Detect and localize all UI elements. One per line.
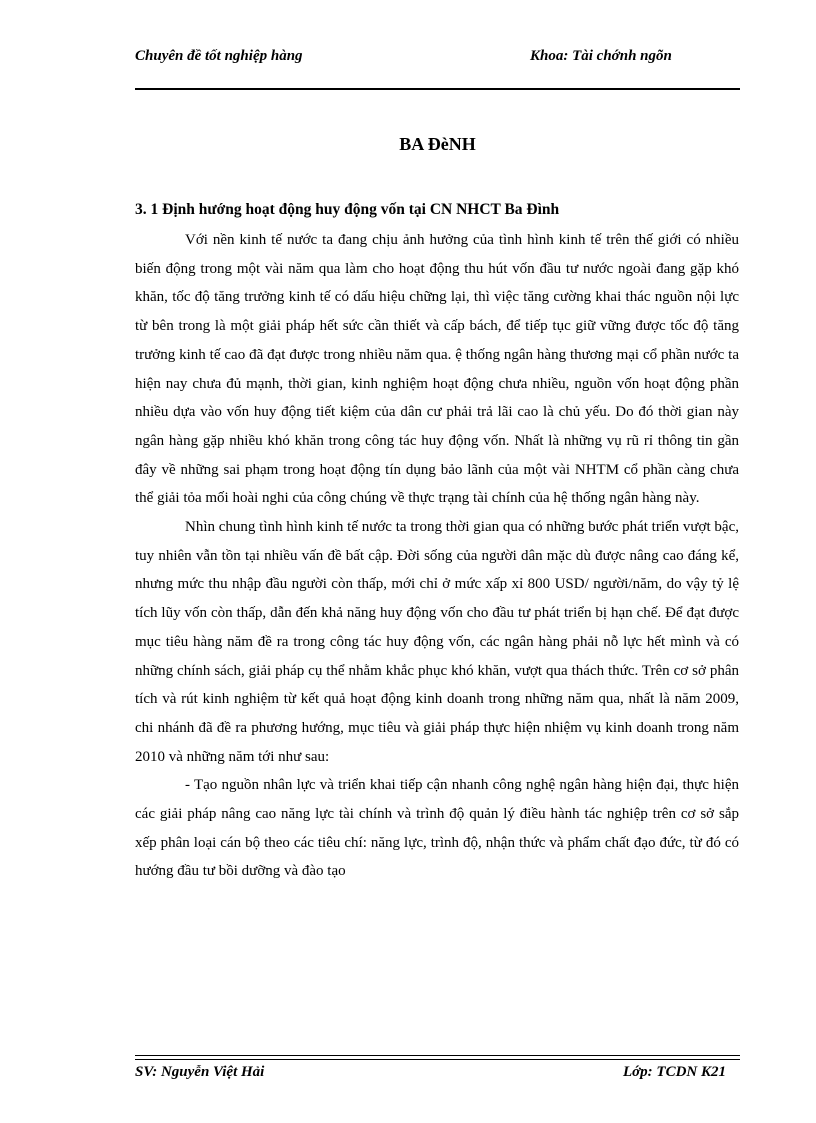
page-title: BA ĐèNH (399, 134, 476, 154)
header-right-text: Khoa: Tài chớnh ngõn (530, 48, 672, 64)
page-header (135, 46, 740, 90)
paragraph-2: Nhìn chung tình hình kinh tế nước ta trong thời gian qua có những bước phát triển vượt bậc, tuy nhiên vẫn tồn tại nhiều vấn đề bất cập. Đời sống của người dân mặc dù được nâng cao đáng kể, nhưng mức thu nhập đầu người còn thấp, mới chỉ ở mức xấp xỉ 800 USD/ người/năm, do vậy tỷ lệ tích lũy vốn còn thấp, dẫn đến khả năng huy động vốn cho đầu tư phát triển bị hạn chế. Để đạt được mục tiêu hàng năm đề ra trong công tác huy động vốn, các ngân hàng phải nỗ lực hết mình và có những chính sách, giải pháp cụ thể nhằm khắc phục khó khăn, vượt qua thách thức. Trên cơ sở phân tích và rút kinh nghiệm từ kết quả hoạt động kinh doanh trong những năm qua, nhất là năm 2009, chi nhánh đã đề ra phương hướng, mục tiêu và giải pháp thực hiện nhiệm vụ kinh doanh trong năm 2010 và những năm tới như sau: (135, 519, 739, 765)
header-left-text: Chuyên đề tốt nghiệp hàng (135, 48, 303, 64)
document-body (135, 226, 739, 886)
footer-rule (135, 1055, 740, 1060)
paragraph-1: Với nền kinh tế nước ta đang chịu ảnh hưởng của tình hình kinh tế trên thế giới có nhiều biến động trong một vài năm qua làm cho hoạt động thu hút vốn đầu tư nước ngoài đang gặp khó khăn, tốc độ tăng trưởng kinh tế có dấu hiệu chững lại, thì việc tăng cường khai thác nguồn nội lực từ bên trong là một giải pháp hết sức cần thiết và cấp bách, để tiếp tục giữ vững được tốc độ tăng trưởng kinh tế cao đã đạt được trong nhiều năm qua. ệ thống ngân hàng thương mại cổ phần nước ta hiện nay chưa đủ mạnh, thời gian, kinh nghiệm hoạt động chưa nhiều, nguồn vốn hoạt động phần nhiều dựa vào vốn huy động tiết kiệm của dân cư phải trả lãi cao là chủ yếu. Do đó thời gian này ngân hàng gặp nhiều khó khăn trong công tác huy động vốn. Nhất là những vụ rũ rỉ thông tin gần đây về những sai phạm trong hoạt động tín dụng bảo lãnh của một vài NHTM cổ phần càng chưa thể giải tỏa mối hoài nghi của công chúng về thực trạng tài chính của hệ thống ngân hàng này. (135, 232, 739, 507)
paragraph-3: - Tạo nguồn nhân lực và triển khai tiếp cận nhanh công nghệ ngân hàng hiện đại, thực hiện các giải pháp nâng cao năng lực tài chính và trình độ quản lý điều hành tác nghiệp trên cơ sở sắp xếp phân loại cán bộ theo các tiêu chí: năng lực, trình độ, nhận thức và phẩm chất đạo đức, từ đó có hướng đầu tư bồi dưỡng và đào tạo (135, 777, 739, 880)
section-heading: 3. 1 Định hướng hoạt động huy động vốn tại CN NHCT Ba Đình (135, 201, 560, 218)
footer-class: Lớp: TCDN K21 (622, 1064, 726, 1080)
footer-student: SV: Nguyễn Việt Hải (135, 1064, 265, 1080)
